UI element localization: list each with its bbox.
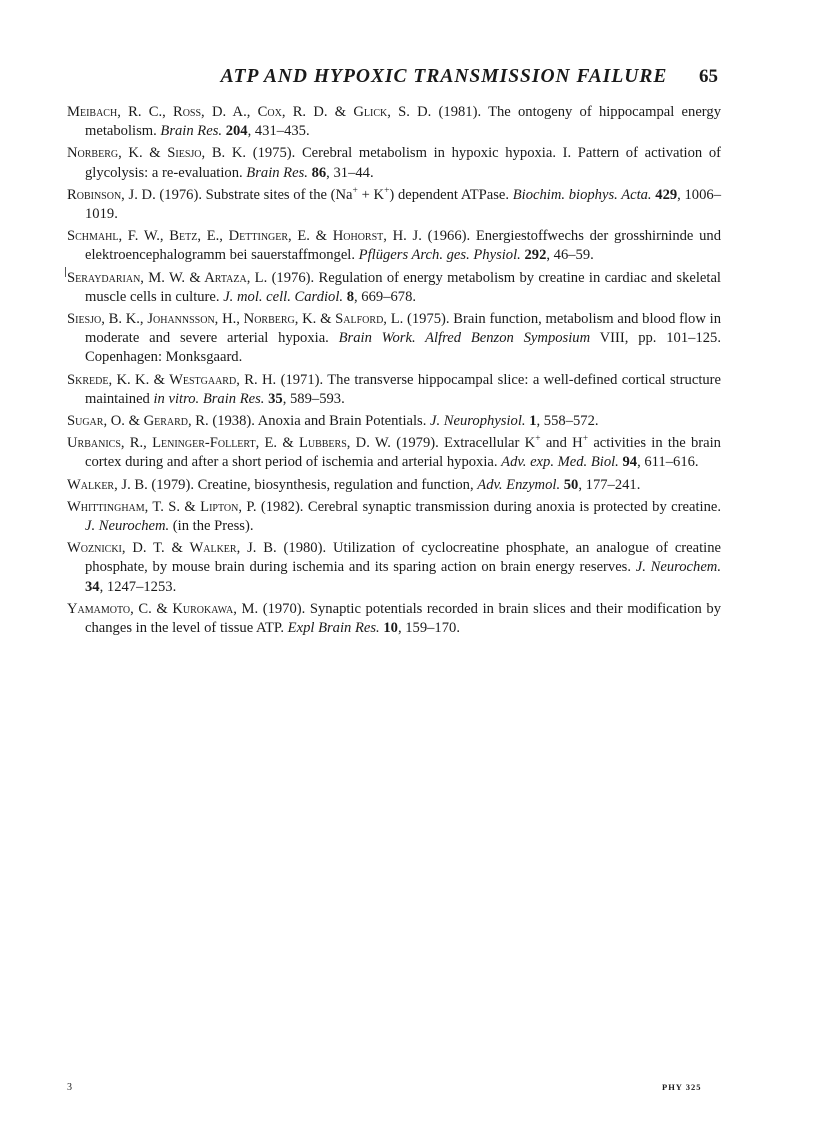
ref-authors: Robinson, J. D. [67, 186, 156, 203]
ref-text: (1966). Energiestoffwechs der grosshirninde und elektroencephalogramm bei sauerstaffmongel. [85, 228, 721, 264]
ref-superscript: + [535, 434, 541, 445]
ref-text: (1979). Extracellular K [390, 435, 536, 452]
ref-pages: , 431–435. [247, 123, 310, 140]
ref-text: (1975). Cerebral metabolism in hypoxic hypoxia. I. Pattern of activation of glycolysis: a re-evaluation. [85, 145, 721, 181]
ref-text: and H [540, 435, 583, 452]
ref-volume: 35 [268, 390, 283, 407]
ref-authors: Urbanics, R., Leninger-Follert, E. & Lubbers, D. W. [67, 435, 391, 452]
reference-list [67, 103, 721, 641]
ref-pages: , 177–241. [578, 476, 641, 493]
ref-volume: 34 [85, 578, 100, 595]
ref-text: activities in the brain cortex during and after a short period of ischemia and arterial hypoxia. [85, 435, 721, 471]
ref-journal: J. Neurochem. [85, 518, 170, 535]
ref-journal: Adv. exp. Med. Biol. [501, 454, 619, 471]
reference-entry [67, 412, 721, 431]
ref-text: (1981). The ontogeny of hippocampal energy metabolism. [85, 104, 721, 140]
ref-text: + K [357, 186, 385, 203]
margin-mark [65, 267, 66, 277]
reference-entry [67, 310, 721, 368]
ref-authors: Skrede, K. K. & Westgaard, R. H. [67, 371, 277, 388]
ref-volume: 86 [311, 164, 327, 181]
ref-text: (1975). Brain function, metabolism and blood flow in moderate and severe arterial hypoxia. [85, 311, 721, 347]
ref-volume: 429 [655, 186, 678, 203]
ref-journal: Biochim. biophys. Acta. [512, 186, 652, 203]
ref-pages: , 46–59. [546, 247, 594, 264]
reference-entry [67, 476, 721, 495]
ref-volume: 50 [563, 476, 579, 493]
ref-volume: 1 [529, 413, 537, 430]
ref-authors: Seraydarian, M. W. & Artaza, L. [67, 269, 268, 286]
ref-tail: VIII, pp. 101–125. Copenhagen: Monksgaard. [85, 330, 721, 366]
ref-pages: , 159–170. [397, 620, 460, 637]
reference-entry [67, 600, 721, 638]
ref-superscript: + [582, 434, 589, 445]
ref-journal: J. Neurochem. [635, 559, 721, 576]
ref-journal: J. mol. cell. Cardiol. [223, 288, 344, 305]
running-title: ATP AND HYPOXIC TRANSMISSION FAILURE [220, 66, 668, 87]
ref-pages: , 31–44. [326, 164, 374, 181]
ref-authors: Sugar, O. & Gerard, R. [67, 413, 209, 430]
ref-volume: 10 [383, 620, 398, 637]
ref-text: (1979). Creatine, biosynthesis, regulation and function, [147, 476, 478, 493]
ref-text: (1971). The transverse hippocampal slice: a well-defined cortical structure maintained [85, 371, 722, 407]
ref-pages: , 669–678. [354, 288, 417, 305]
ref-journal: Brain Work. Alfred Benzon Symposium [338, 330, 591, 347]
ref-journal: Brain Res. [246, 164, 308, 181]
ref-authors: Meibach, R. C., Ross, D. A., Cox, R. D. & Glick, S. D. [67, 104, 432, 120]
ref-journal: Brain Res. [160, 123, 223, 140]
ref-text: (1980). Utilization of cyclocreatine phosphate, an analogue of creatine phosphate, by mouse brain during ischemia and its sparing action on brain energy reserves. [85, 540, 721, 576]
ref-authors: Whittingham, T. S. & Lipton, P. [67, 498, 257, 515]
ref-journal: Adv. Enzymol. [477, 476, 561, 493]
ref-journal: Brain Res. [202, 390, 265, 407]
ref-pages: , 611–616. [637, 454, 699, 471]
ref-journal: J. Neurophysiol. [430, 413, 526, 430]
running-header [170, 66, 718, 94]
ref-pages: , 558–572. [536, 413, 599, 430]
ref-text: ) dependent ATPase. [389, 186, 513, 203]
ref-volume: 292 [524, 247, 547, 264]
ref-text: (1970). Synaptic potentials recorded in brain slices and their modification by changes in the level of tissue ATP. [85, 600, 721, 637]
ref-volume: 204 [225, 123, 248, 140]
reference-entry [67, 269, 721, 307]
page-number: 65 [699, 66, 718, 87]
ref-text: (1976). Regulation of energy metabolism by creatine in cardiac and skeletal muscle cells in culture. [85, 269, 721, 305]
reference-entry [67, 186, 721, 224]
reference-entry [67, 144, 721, 182]
reference-entry [67, 103, 721, 141]
ref-pages: , 1006–1019. [85, 186, 721, 223]
ref-text: (1976). Substrate sites of the (Na [155, 186, 353, 203]
ref-volume: 8 [346, 288, 354, 305]
ref-superscript: + [352, 185, 358, 196]
ref-authors: Norberg, K. & Siesjo, B. K. [67, 145, 247, 162]
ref-pages: , 589–593. [282, 390, 345, 407]
footer-signature-code: PHY 325 [662, 1082, 702, 1092]
ref-pages: , 1247–1253. [99, 578, 177, 595]
reference-entry [67, 227, 721, 265]
ref-authors: Walker, J. B. [67, 476, 148, 493]
ref-authors: Siesjo, B. K., Johannsson, H., Norberg, K. & Salford, L. [67, 311, 404, 328]
ref-authors: Yamamoto, C. & Kurokawa, M. [67, 600, 259, 617]
reference-entry [67, 434, 721, 472]
ref-authors: Woznicki, D. T. & Walker, J. B. [67, 540, 277, 557]
ref-tail: (in the Press). [169, 518, 254, 535]
reference-entry [67, 539, 721, 597]
ref-authors: Schmahl, F. W., Betz, E., Dettinger, E. & Hohorst, H. J. [67, 228, 422, 245]
ref-text: (1982). Cerebral synaptic transmission during anoxia is protected by creatine. [256, 498, 721, 515]
footer-signature-number: 3 [67, 1082, 72, 1093]
ref-journal: Expl Brain Res. [287, 620, 380, 637]
reference-entry [67, 371, 721, 409]
reference-entry [67, 498, 721, 536]
ref-text: (1938). Anoxia and Brain Potentials. [208, 413, 431, 430]
ref-superscript: + [384, 185, 390, 196]
ref-journal: Pflügers Arch. ges. Physiol. [358, 247, 521, 264]
ref-italic: in vitro. [153, 390, 200, 407]
ref-volume: 94 [622, 454, 638, 471]
